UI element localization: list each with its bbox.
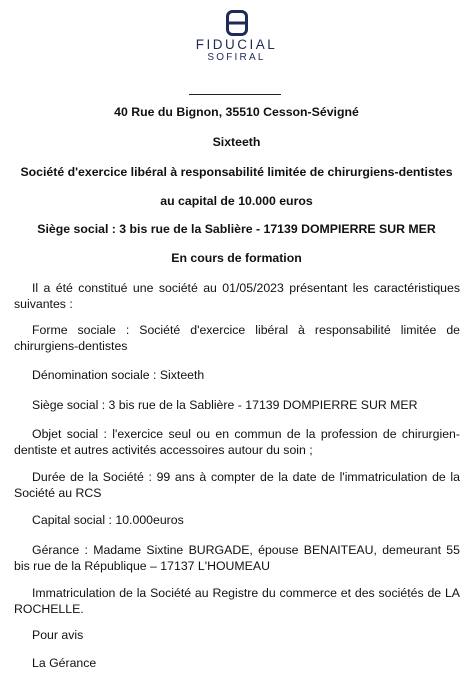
header-divider (189, 94, 281, 95)
company-seat: Siège social : 3 bis rue de la Sablière - 17139 DOMPIERRE SUR MER (37, 222, 436, 236)
company-capital: au capital de 10.000 euros (160, 194, 313, 208)
body-paragraph-registration: Immatriculation de la Société au Registre du commerce et des sociétés de LA ROCHELLE. (14, 586, 460, 616)
body-paragraph-purpose: Objet social : l'exercice seul ou en commun de la profession de chirurgien-dentiste et autres activités accessoires autour du soin ; (14, 427, 460, 457)
company-name: Sixteeth (212, 135, 261, 149)
body-paragraph-notice: Pour avis (32, 628, 84, 642)
company-form: Société d'exercice libéral à responsabilité limitée de chirurgiens-dentistes (20, 165, 453, 179)
logo (0, 10, 473, 64)
body-paragraph-seat: Siège social : 3 bis rue de la Sablière - 17139 DOMPIERRE SUR MER (32, 398, 418, 412)
fiducial-logo-icon (226, 10, 248, 36)
body-paragraph-form: Forme sociale : Société d'exercice libéral à responsabilité limitée de chirurgiens-dentistes (14, 323, 460, 353)
company-status: En cours de formation (171, 251, 302, 265)
body-paragraph-duration: Durée de la Société : 99 ans à compter de la date de l'immatriculation de la Société au RCS (14, 470, 460, 500)
logo-brand: FIDUCIAL (195, 37, 278, 52)
body-paragraph-management: Gérance : Madame Sixtine BURGADE, épouse BENAITEAU, demeurant 55 bis rue de la République – 17137 L'HOUMEAU (14, 543, 460, 573)
body-paragraph-signature: La Gérance (32, 656, 97, 670)
logo-subbrand: SOFIRAL (207, 52, 266, 63)
body-paragraph-name: Dénomination sociale : Sixteeth (32, 368, 205, 382)
body-paragraph-capital: Capital social : 10.000euros (32, 513, 184, 527)
header-address: 40 Rue du Bignon, 35510 Cesson-Sévigné (114, 105, 359, 119)
body-paragraph-intro: Il a été constitué une société au 01/05/2023 présentant les caractéristiques suivantes : (14, 281, 460, 311)
